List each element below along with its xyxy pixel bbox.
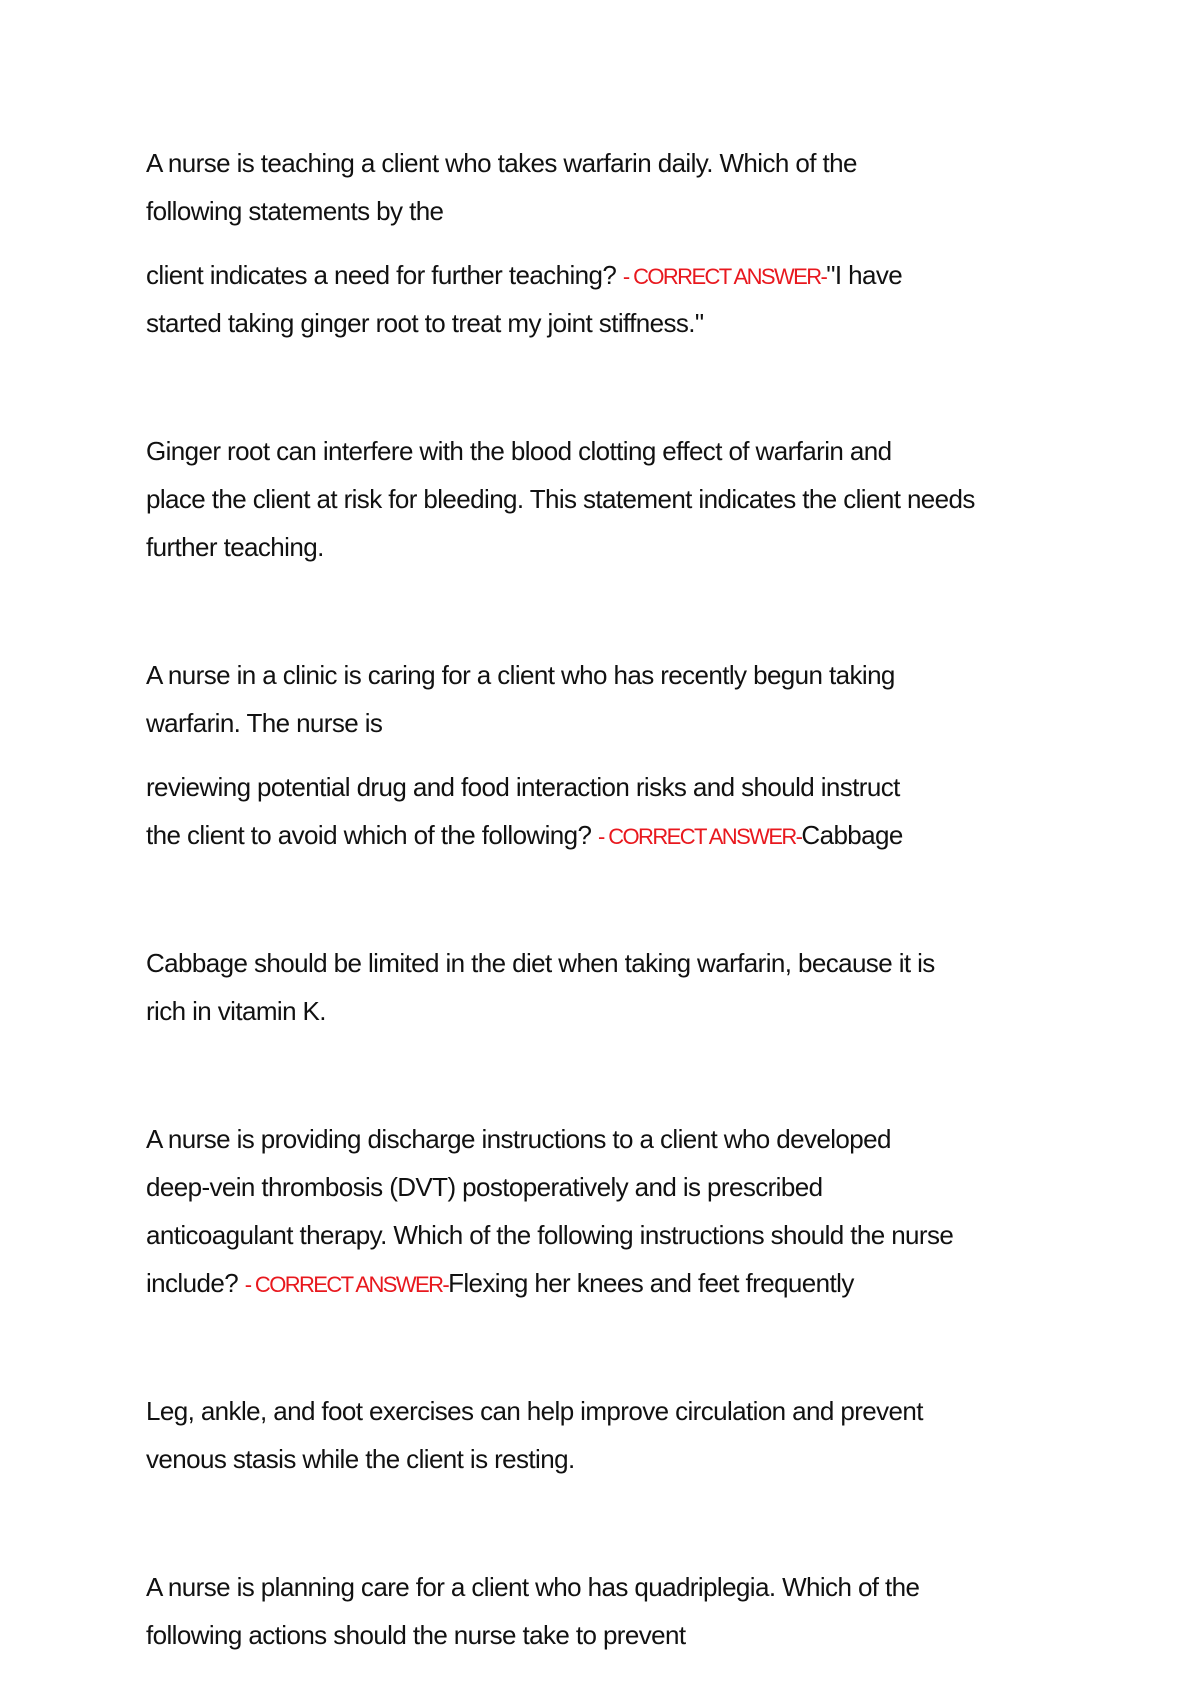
question-1-answer: "I have <box>826 260 903 290</box>
rationale-1-line-1: Ginger root can interfere with the blood clotting effect of warfarin and <box>146 436 892 466</box>
question-3-line-3: anticoagulant therapy. Which of the following instructions should the nurse <box>146 1220 954 1250</box>
rationale-3-line-2: venous stasis while the client is resting. <box>146 1444 575 1474</box>
question-1-line-3 <box>146 258 1076 294</box>
question-4-line-2: following actions should the nurse take to prevent <box>146 1620 686 1650</box>
rationale-1-line-2: place the client at risk for bleeding. This statement indicates the client needs <box>146 484 975 514</box>
rationale-2-line-2: rich in vitamin K. <box>146 996 326 1026</box>
question-2-text: the client to avoid which of the following? <box>146 820 598 850</box>
question-2-line-1: A nurse in a clinic is caring for a client who has recently begun taking <box>146 660 895 690</box>
rationale-2-line-1: Cabbage should be limited in the diet when taking warfarin, because it is <box>146 948 935 978</box>
rationale-1-line-3: further teaching. <box>146 532 324 562</box>
correct-answer-tag: - CORRECT ANSWER- <box>598 824 802 849</box>
question-2-line-2: warfarin. The nurse is <box>146 708 383 738</box>
question-2-answer: Cabbage <box>801 820 903 850</box>
question-3-line-2: deep-vein thrombosis (DVT) postoperatively and is prescribed <box>146 1172 823 1202</box>
question-3-line-1: A nurse is providing discharge instructions to a client who developed <box>146 1124 891 1154</box>
correct-answer-tag: - CORRECT ANSWER- <box>622 264 827 289</box>
question-2-line-4 <box>146 818 1076 854</box>
question-1-answer-line: started taking ginger root to treat my joint stiffness." <box>146 308 704 338</box>
question-2-line-3: reviewing potential drug and food interaction risks and should instruct <box>146 772 900 802</box>
correct-answer-tag: - CORRECT ANSWER- <box>244 1272 449 1297</box>
question-4-line-1: A nurse is planning care for a client who has quadriplegia. Which of the <box>146 1572 920 1602</box>
question-1-line-1: A nurse is teaching a client who takes warfarin daily. Which of the <box>146 148 857 178</box>
question-3-answer: Flexing her knees and feet frequently <box>448 1268 854 1298</box>
question-1-text: client indicates a need for further teaching? <box>146 260 623 290</box>
rationale-3-line-1: Leg, ankle, and foot exercises can help improve circulation and prevent <box>146 1396 923 1426</box>
question-3-line-4 <box>146 1266 1076 1302</box>
question-3-text: include? <box>146 1268 245 1298</box>
question-1-line-2: following statements by the <box>146 196 444 226</box>
